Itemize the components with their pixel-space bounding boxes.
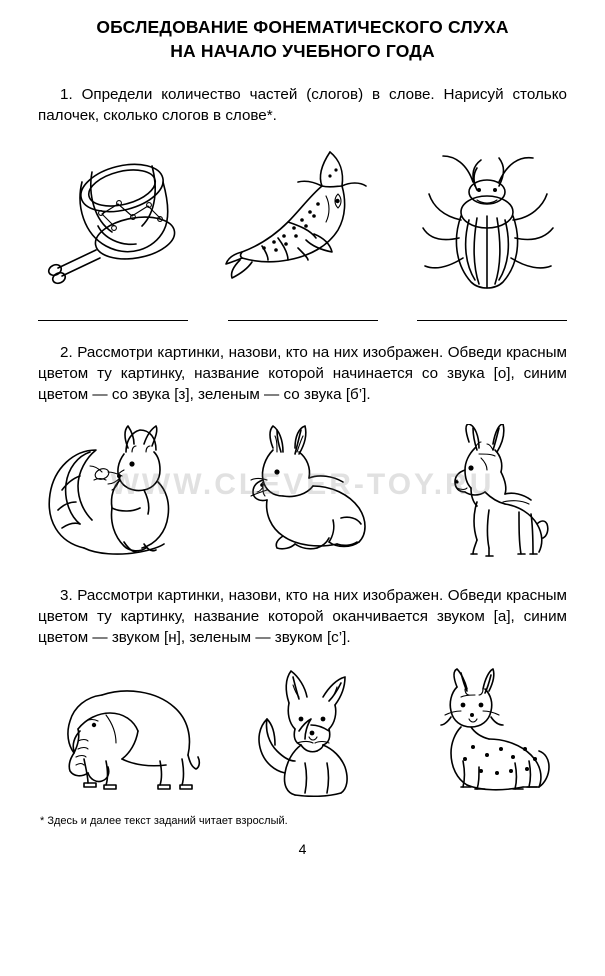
task-2-body: Рассмотри картинки, назови, кто на них изображен. Обведи красным цветом ту картинку, название которой начинается со звука [о], синим цветом — со звука [з], зеленым — со звука [б’]. [38,344,567,404]
task-1-answer-lines [34,320,571,321]
watermark: WWW.CLEVER-TOY.RU [110,468,495,501]
answer-line-3[interactable] [417,320,567,321]
task-1-text [34,85,571,127]
task-3-body: Рассмотри картинки, назови, кто на них изображен. Обведи красным цветом ту картинку, название которой оканчивается звуком [а], синим цветом — звуком [н], зеленым — звуком [с’]. [38,587,567,647]
page-title [34,16,571,63]
page-number: 4 [298,841,307,858]
picture-donkey[interactable] [415,424,565,564]
picture-squirrel[interactable] [40,424,210,564]
page-title-line-1: ОБСЛЕДОВАНИЕ ФОНЕМАТИЧЕСКОГО СЛУХА [96,17,509,37]
task-2-pictures [34,424,571,564]
task-2-number: 2. [60,344,73,362]
answer-line-2[interactable] [228,320,378,321]
task-1-body: Определи количество частей (слогов) в слове. Нарисуй столько палочек, сколько слогов в слове*. [38,86,567,125]
task-3-text [34,586,571,649]
picture-drum-with-sticks [40,142,210,302]
task-3-number: 3. [60,587,73,605]
picture-hare[interactable] [233,424,393,564]
task-1-number: 1. [60,86,73,104]
page-title-line-2: НА НАЧАЛО УЧЕБНОГО ГОДА [170,40,435,61]
task-1-pictures [34,142,571,302]
picture-elephant[interactable] [40,667,215,797]
worksheet-page [0,16,605,976]
picture-beetle [415,142,565,302]
picture-fox[interactable] [245,667,385,797]
answer-line-1[interactable] [38,320,188,321]
task-2-text [34,343,571,406]
task-3-pictures [34,667,571,797]
footnote: * Здесь и далее текст заданий читает взрослый. [40,815,288,828]
picture-pike-fish [218,142,408,302]
picture-lynx[interactable] [415,667,565,797]
